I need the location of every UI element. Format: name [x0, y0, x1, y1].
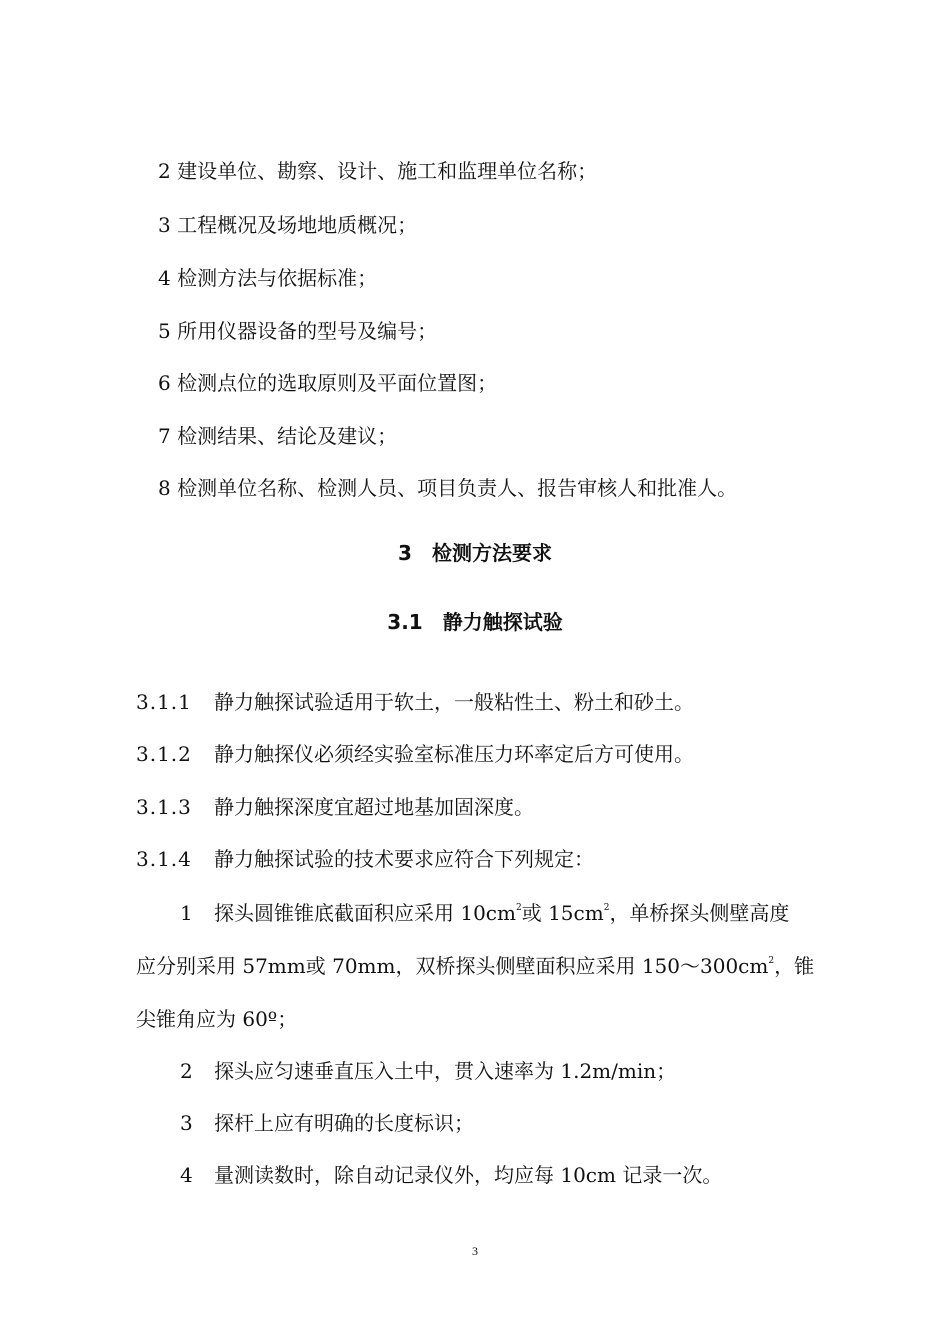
- clause-text: 静力触探深度宜超过地基加固深度。: [214, 795, 534, 819]
- clause-text: 静力触探仪必须经实验室标准压力环率定后方可使用。: [214, 742, 694, 766]
- clause-number: 3.1.4: [136, 847, 192, 871]
- clause: [136, 794, 534, 820]
- clause: [136, 846, 594, 872]
- sub-item: [180, 1162, 722, 1188]
- sub-item-text: 探杆上应有明确的长度标识；: [214, 1111, 474, 1135]
- list-item: 3 工程概况及场地地质概况；: [158, 213, 418, 237]
- list-item: 5 所用仪器设备的型号及编号；: [158, 319, 438, 343]
- list-item: 8 检测单位名称、检测人员、项目负责人、报告审核人和批准人。: [158, 476, 738, 500]
- list-item: 7 检测结果、结论及建议；: [158, 424, 398, 448]
- sub-item-number: 1: [180, 901, 193, 925]
- sub-item-number: 4: [180, 1163, 193, 1187]
- list-item: 4 检测方法与依据标准；: [158, 266, 378, 290]
- superscript: 2: [768, 956, 775, 966]
- superscript: 2: [603, 903, 610, 913]
- subsection-title: 静力触探试验: [442, 610, 563, 634]
- sub-item-text: 或 15cm: [521, 901, 604, 925]
- sub-item-text: 应分别采用 57mm或 70mm，双桥探头侧壁面积应采用 150～300cm: [136, 954, 769, 978]
- clause: [136, 741, 694, 767]
- clause-number: 3.1.2: [136, 742, 192, 766]
- clause-text: 静力触探试验的技术要求应符合下列规定：: [214, 847, 594, 871]
- sub-item-number: 2: [180, 1059, 193, 1083]
- sub-item: [180, 1110, 474, 1136]
- clause: [136, 689, 694, 715]
- sub-item-continuation: 尖锥角应为 60º；: [136, 1007, 298, 1031]
- sub-item-text: 探头圆锥锥底截面积应采用 10cm: [214, 901, 516, 925]
- clause-number: 3.1.3: [136, 795, 192, 819]
- subsection-number: 3.1: [387, 610, 423, 634]
- sub-item: [180, 1058, 676, 1084]
- section-number: 3: [398, 541, 412, 565]
- sub-item: [180, 900, 789, 926]
- clause-text: 静力触探试验适用于软土，一般粘性土、粉土和砂土。: [214, 690, 694, 714]
- sub-item-number: 3: [180, 1111, 193, 1135]
- section-title: 检测方法要求: [431, 541, 552, 565]
- sub-item-text: ，锥: [774, 954, 815, 978]
- sub-item-continuation: [136, 953, 814, 979]
- section-heading: [0, 540, 950, 566]
- superscript: 2: [515, 903, 522, 913]
- clause-number: 3.1.1: [136, 690, 192, 714]
- sub-item-text: ，单桥探头侧壁高度: [609, 901, 790, 925]
- list-item: 6 检测点位的选取原则及平面位置图；: [158, 371, 498, 395]
- sub-item-text: 量测读数时，除自动记录仪外，均应每 10cm 记录一次。: [214, 1163, 723, 1187]
- subsection-heading: [0, 609, 950, 635]
- sub-item-text: 探头应匀速垂直压入土中，贯入速率为 1.2m/min；: [214, 1059, 677, 1083]
- page-number: 3: [472, 1244, 478, 1258]
- list-item: 2 建设单位、勘察、设计、施工和监理单位名称；: [158, 159, 598, 183]
